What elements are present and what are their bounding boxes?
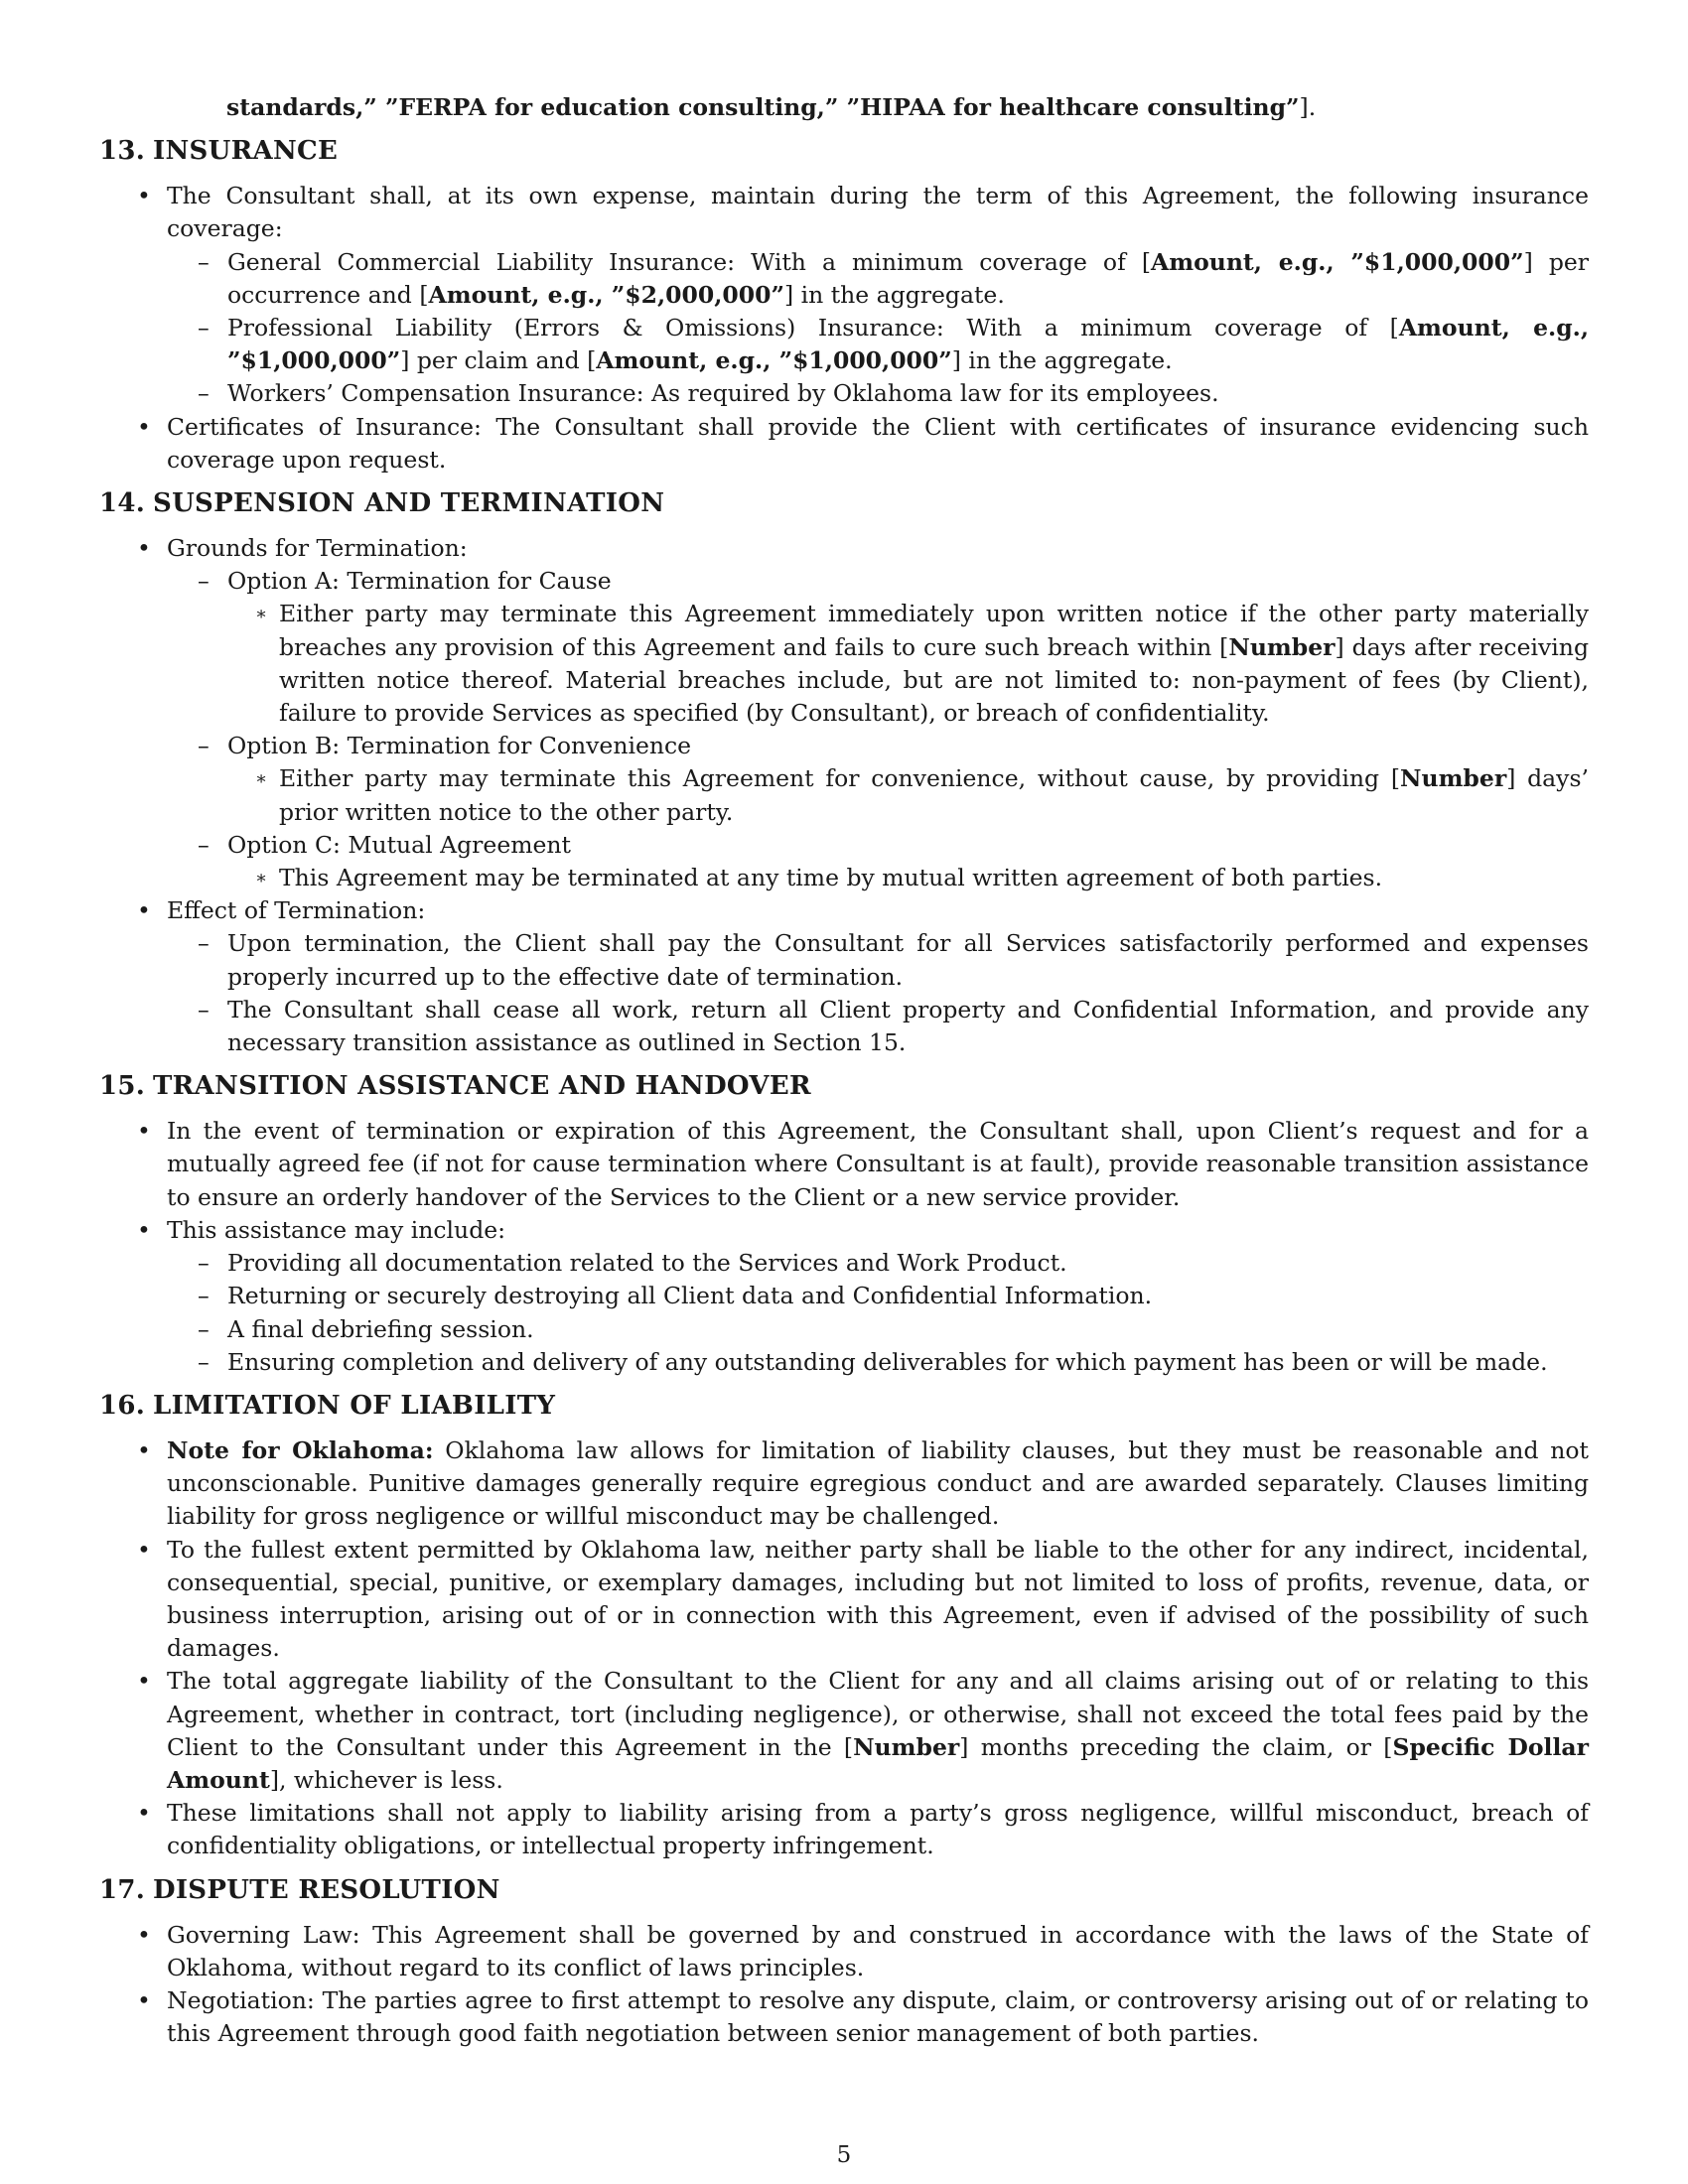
list-item xyxy=(167,730,1589,829)
list-item-text: Effect of Termination: xyxy=(167,896,426,925)
dash-icon: – xyxy=(198,379,210,408)
dash-icon: – xyxy=(198,1314,210,1343)
list-item xyxy=(167,377,1589,410)
continuation-line xyxy=(226,91,1589,124)
dash-icon: – xyxy=(198,1282,210,1310)
list-item xyxy=(99,1214,1589,1379)
text: ] months preceding the claim, or [ xyxy=(959,1732,1393,1761)
text: ] days after receiving written notice thereof. Material breaches include, but are not limited to: non-payment of fees (by Client), failure to provide Services as specified (by Consultant), or breach of confidentiality. xyxy=(279,632,1589,728)
asterisk-icon: ∗ xyxy=(255,868,268,889)
text: Returning or securely destroying all Client data and Confidential Information. xyxy=(227,1282,1153,1310)
section-14-heading xyxy=(99,486,1589,520)
text: Option A: Termination for Cause xyxy=(227,567,612,596)
dash-icon: – xyxy=(198,995,210,1024)
placeholder-text: Amount, e.g., ”$2,000,000” xyxy=(428,280,784,309)
section-number: 15. xyxy=(99,1071,146,1102)
page-number: 5 xyxy=(836,2142,852,2168)
effect-sublist xyxy=(167,927,1589,1059)
list-item xyxy=(99,894,1589,1059)
bullet-icon: • xyxy=(137,534,151,563)
list-item xyxy=(167,1346,1589,1379)
dash-icon: – xyxy=(198,1249,210,1278)
list-item xyxy=(167,927,1589,993)
text: Either party may terminate this Agreement for convenience, without cause, by providing [ xyxy=(279,764,1400,793)
list-item xyxy=(227,762,1589,828)
section-17-heading xyxy=(99,1873,1589,1907)
option-b-sublist xyxy=(227,762,1589,828)
text: The Consultant shall cease all work, return all Client property and Confidential Information, and provide any necessary transition assistance as outlined in Section 15. xyxy=(227,995,1589,1057)
dash-icon: – xyxy=(198,567,210,596)
bullet-icon: • xyxy=(137,1985,151,2014)
section-13-heading xyxy=(99,134,1589,168)
section-title: DISPUTE RESOLUTION xyxy=(153,1874,500,1905)
dash-icon: – xyxy=(198,1347,210,1376)
placeholder-text: Amount, e.g., ”$1,000,000” xyxy=(1150,247,1524,276)
list-item-text: Certificates of Insurance: The Consultant shall provide the Client with certificates of insurance evidencing such coverage upon request. xyxy=(167,412,1589,474)
section-title: LIMITATION OF LIABILITY xyxy=(153,1390,556,1421)
section-number: 16. xyxy=(99,1390,146,1421)
list-item xyxy=(99,411,1589,477)
list-item xyxy=(167,994,1589,1059)
text: ] days’ prior written notice to the other party. xyxy=(279,764,1589,826)
list-item xyxy=(167,829,1589,894)
dash-icon: – xyxy=(198,830,210,859)
text: A final debriefing session. xyxy=(227,1314,534,1343)
list-item xyxy=(167,1247,1589,1280)
dash-icon: – xyxy=(198,247,210,276)
option-c-sublist xyxy=(227,862,1589,894)
text: Workers’ Compensation Insurance: As required by Oklahoma law for its employees. xyxy=(227,379,1219,408)
placeholder-text: Number xyxy=(853,1732,960,1761)
bullet-icon: • xyxy=(137,1920,151,1949)
list-item xyxy=(99,1115,1589,1214)
section-13-list xyxy=(99,180,1589,477)
section-number: 14. xyxy=(99,488,146,519)
list-item-text: Grounds for Termination: xyxy=(167,534,468,563)
dash-icon: – xyxy=(198,732,210,760)
text: Option B: Termination for Convenience xyxy=(227,732,692,760)
text: Ensuring completion and delivery of any outstanding deliverables for which payment has been or will be made. xyxy=(227,1347,1548,1376)
text: Option C: Mutual Agreement xyxy=(227,830,571,859)
note-label: Note for Oklahoma: xyxy=(167,1435,434,1464)
bullet-icon: • xyxy=(137,896,151,925)
list-item xyxy=(99,532,1589,894)
list-item-text: Governing Law: This Agreement shall be governed by and construed in accordance with the laws of the State of Oklahoma, without regard to its conflict of laws principles. xyxy=(167,1920,1589,1981)
placeholder-text: Specific Dollar Amount xyxy=(167,1732,1589,1794)
section-16-list xyxy=(99,1434,1589,1863)
list-item xyxy=(99,180,1589,410)
text: ] in the aggregate. xyxy=(951,346,1173,375)
text: Providing all documentation related to the Services and Work Product. xyxy=(227,1249,1067,1278)
text: Either party may terminate this Agreement immediately upon written notice if the other party materially breaches any provision of this Agreement and fails to cure such breach within [ xyxy=(279,600,1589,661)
text: Upon termination, the Client shall pay the Consultant for all Services satisfactorily performed and expenses properly incurred up to the effective date of termination. xyxy=(227,929,1589,991)
list-item xyxy=(99,1434,1589,1534)
list-item xyxy=(99,1797,1589,1862)
asterisk-icon: ∗ xyxy=(255,768,268,790)
section-15-heading xyxy=(99,1069,1589,1103)
section-14-list xyxy=(99,532,1589,1059)
bullet-icon: • xyxy=(137,1435,151,1464)
dash-icon: – xyxy=(198,929,210,958)
continuation-end: ]. xyxy=(1299,93,1317,121)
list-item xyxy=(99,1665,1589,1797)
asterisk-icon: ∗ xyxy=(255,604,268,625)
insurance-sublist xyxy=(167,246,1589,411)
list-item-text: The Consultant shall, at its own expense, maintain during the term of this Agreement, the following insurance coverage: xyxy=(167,182,1589,243)
list-item-text: To the fullest extent permitted by Oklahoma law, neither party shall be liable to the other for any indirect, incidental, consequential, special, punitive, or exemplary damages, including but not limited to loss of profits, revenue, data, or business interruption, arising out of or in connection with this Agreement, even if advised of the possibility of such damages. xyxy=(167,1535,1589,1663)
list-item xyxy=(227,862,1589,894)
placeholder-text: Number xyxy=(1400,764,1507,793)
list-item xyxy=(167,1280,1589,1312)
text: General Commercial Liability Insurance: With a minimum coverage of [ xyxy=(227,247,1151,276)
list-item xyxy=(99,1984,1589,2050)
text: ] in the aggregate. xyxy=(783,280,1005,309)
section-title: SUSPENSION AND TERMINATION xyxy=(153,488,665,519)
options-sublist xyxy=(167,565,1589,894)
list-item xyxy=(99,1919,1589,1984)
section-15-list xyxy=(99,1115,1589,1379)
section-17-list xyxy=(99,1919,1589,2051)
section-16-heading xyxy=(99,1389,1589,1423)
list-item xyxy=(167,312,1589,377)
assistance-sublist xyxy=(167,1247,1589,1379)
list-item xyxy=(167,246,1589,312)
bullet-icon: • xyxy=(137,1117,151,1146)
list-item-text: In the event of termination or expiration of this Agreement, the Consultant shall, upon Client’s request and for a mutually agreed fee (if not for cause termination where Consultant is at fault), provide reasonable transition assistance to ensure an orderly handover of the Services to the Client or a new service provider. xyxy=(167,1117,1589,1211)
section-number: 17. xyxy=(99,1874,146,1905)
text: Professional Liability (Errors & Omissions) Insurance: With a minimum coverage of [ xyxy=(227,314,1399,342)
section-title: TRANSITION ASSISTANCE AND HANDOVER xyxy=(153,1071,811,1102)
option-a-sublist xyxy=(227,598,1589,730)
bullet-icon: • xyxy=(137,412,151,441)
placeholder-text: Amount, e.g., ”$1,000,000” xyxy=(227,314,1590,375)
list-item-text: These limitations shall not apply to liability arising from a party’s gross negligence, willful misconduct, breach of confidentiality obligations, or intellectual property infringement. xyxy=(167,1799,1589,1860)
bullet-icon: • xyxy=(137,1215,151,1244)
list-item xyxy=(99,1534,1589,1666)
dash-icon: – xyxy=(198,314,210,342)
placeholder-text: Number xyxy=(1228,632,1336,661)
list-item-text: Negotiation: The parties agree to first attempt to resolve any dispute, claim, or controversy arising out of or relating to this Agreement through good faith negotiation between senior management of both parties. xyxy=(167,1985,1589,2048)
text: The total aggregate liability of the Consultant to the Client for any and all claims arising out of or relating to this Agreement, whether in contract, tort (including negligence), or otherwise, shall not exceed the total fees paid by the Client to the Consultant under this Agreement in the [ xyxy=(167,1667,1589,1761)
list-item xyxy=(167,1313,1589,1346)
list-item xyxy=(167,565,1589,730)
text: ] per occurrence and [ xyxy=(227,247,1589,309)
bullet-icon: • xyxy=(137,1667,151,1696)
bullet-icon: • xyxy=(137,1799,151,1828)
list-item-text: This assistance may include: xyxy=(167,1215,506,1244)
bullet-icon: • xyxy=(137,1535,151,1564)
list-item-text: Oklahoma law allows for limitation of liability clauses, but they must be reasonable and not unconscionable. Punitive damages generally require egregious conduct and are awarded separately. Clauses limiting liability for gross negligence or willful misconduct may be challenged. xyxy=(167,1435,1589,1531)
continuation-bold: standards,” ”FERPA for education consulting,” ”HIPAA for healthcare consulting” xyxy=(226,93,1300,121)
placeholder-text: Amount, e.g., ”$1,000,000” xyxy=(596,346,952,375)
text: ] per claim and [ xyxy=(400,346,597,375)
section-number: 13. xyxy=(99,136,146,167)
section-title: INSURANCE xyxy=(153,136,339,167)
bullet-icon: • xyxy=(137,182,151,210)
document-page xyxy=(99,91,1589,2050)
text: ], whichever is less. xyxy=(269,1765,503,1794)
list-item xyxy=(227,598,1589,730)
text: This Agreement may be terminated at any time by mutual written agreement of both parties. xyxy=(279,864,1383,892)
